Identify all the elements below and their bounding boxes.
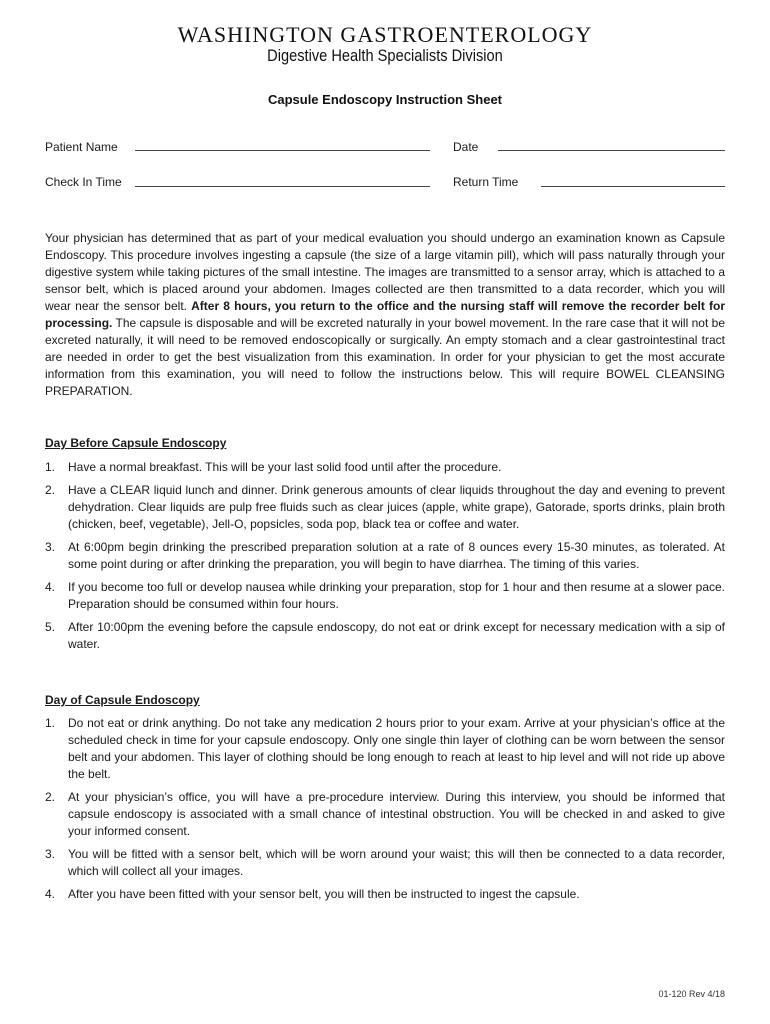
step-number: 4.: [45, 887, 56, 901]
day-before-step: [45, 539, 725, 573]
intro-text-1: Your physician has determined that as part of your medical evaluation you should undergo an examination known as Capsule Endoscopy. This procedure involves ingesting a capsule (the size of a large vitamin pill), which will pass naturally through your digestive system while taking pictures of the small intestine. The images are transmitted to a sensor array, which is attached to a sensor belt, which is placed around your abdomen. Images collected are then transmitted to a data recorder, which you will wear near the sensor belt.: [45, 231, 725, 313]
step-text: Have a normal breakfast. This will be your last solid food until after the procedure.: [68, 460, 502, 474]
day-of-steps: [45, 715, 725, 909]
day-before-step: [45, 579, 725, 613]
step-number: 2.: [45, 483, 56, 497]
step-number: 3.: [45, 847, 56, 861]
intro-paragraph: [45, 230, 725, 400]
patient-name-label: Patient Name: [45, 140, 118, 154]
step-number: 5.: [45, 620, 56, 634]
day-before-step: [45, 459, 725, 476]
step-number: 1.: [45, 460, 56, 474]
day-of-heading: Day of Capsule Endoscopy: [45, 693, 200, 707]
patient-name-field[interactable]: [135, 150, 430, 151]
step-text: At your physician’s office, you will have a pre-procedure interview. During this interview, you should be informed that capsule endoscopy is associated with a small chance of intestinal obstruction. You will be checked in and asked to give your informed consent.: [68, 790, 725, 838]
organization-name: WASHINGTON GASTROENTEROLOGY: [177, 22, 593, 47]
return-time-label: Return Time: [453, 175, 519, 189]
day-of-step: [45, 715, 725, 783]
day-before-step: [45, 619, 725, 653]
step-text: After you have been fitted with your sensor belt, you will then be instructed to ingest the capsule.: [68, 887, 580, 901]
intro-bold-text: After 8 hours, you return to the office and the nursing staff will remove the recorder belt for processing.: [45, 299, 726, 330]
step-number: 2.: [45, 790, 56, 804]
step-text: Do not eat or drink anything. Do not take any medication 2 hours prior to your exam. Arrive at your physician’s office at the scheduled check in time for your capsule endoscopy. Only one single thin layer of clothing can be worn between the sensor belt and your abdomen. This layer of clothing should be long enough to reach at least to hip level and will not ride up above the belt.: [68, 716, 725, 781]
sheet-title: Capsule Endoscopy Instruction Sheet: [267, 92, 503, 107]
day-before-step: [45, 482, 725, 533]
step-text: Have a CLEAR liquid lunch and dinner. Drink generous amounts of clear liquids throughout the day and evening to prevent dehydration. Clear liquids are pulp free fluids such as clear juices (apple, white grape), Gatorade, sports drinks, plain broth (chicken, beef, vegetable), Jell-O, popsicles, soda pop, black tea or coffee and water.: [68, 483, 725, 531]
step-text: You will be fitted with a sensor belt, which will be worn around your waist; this will then be connected to a data recorder, which will collect all your images.: [68, 847, 725, 878]
step-text: After 10:00pm the evening before the capsule endoscopy, do not eat or drink except for necessary medication with a sip of water.: [68, 620, 725, 651]
form-code: 01-120 Rev 4/18: [658, 989, 725, 999]
step-text: If you become too full or develop nausea while drinking your preparation, stop for 1 hour and then resume at a slower pace. Preparation should be consumed within four hours.: [68, 580, 725, 611]
division-name: Digestive Health Specialists Division: [267, 46, 503, 65]
step-number: 1.: [45, 716, 56, 730]
day-of-step: [45, 846, 725, 880]
check-in-time-label: Check In Time: [45, 175, 122, 189]
day-before-steps: [45, 459, 725, 659]
step-number: 3.: [45, 540, 56, 554]
date-field[interactable]: [498, 150, 725, 151]
step-number: 4.: [45, 580, 56, 594]
check-in-time-field[interactable]: [135, 186, 430, 187]
day-of-step: [45, 886, 725, 903]
day-of-step: [45, 789, 725, 840]
intro-text-2: The capsule is disposable and will be excreted naturally in your bowel movement. In the rare case that it will not be excreted naturally, it will need to be removed endoscopically or surgically. An empty stomach and a clear gastrointestinal tract are needed in order to get the best visualization from this examination. In order for your physician to get the most accurate information from this examination, you will need to follow the instructions below. This will require BOWEL CLEANSING PREPARATION.: [45, 316, 725, 398]
date-label: Date: [453, 140, 479, 154]
return-time-field[interactable]: [541, 186, 725, 187]
step-text: At 6:00pm begin drinking the prescribed preparation solution at a rate of 8 ounces every 15-30 minutes, as tolerated. At some point during or after drinking the preparation, you will begin to have diarrhea. The timing of this varies.: [68, 540, 725, 571]
day-before-heading: Day Before Capsule Endoscopy: [45, 436, 227, 450]
